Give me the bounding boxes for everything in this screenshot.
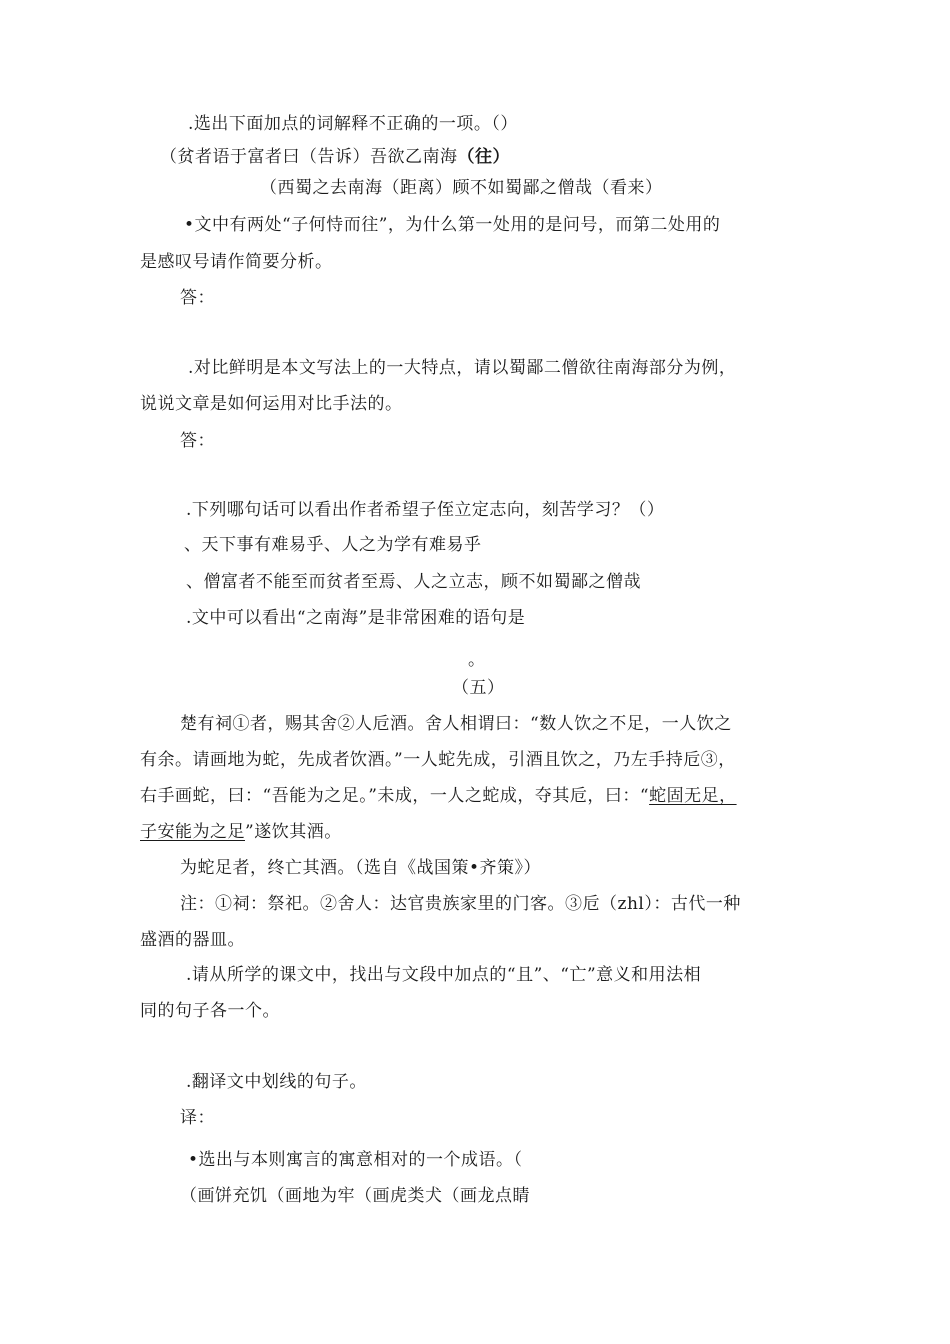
section-heading: （五） <box>452 678 505 698</box>
passage-line3-text: 右手画蛇，曰：“吾能为之足。”未成，一人之蛇成，夺其卮，曰：“ <box>140 786 650 806</box>
q5: .文中可以看出“之南海”是非常困难的语句是 <box>186 608 526 628</box>
passage-line2: 有余。请画地为蛇，先成者饮酒。”一人蛇先成，引酒且饮之，乃左手持卮③， <box>140 750 736 770</box>
underlined-sentence-part2: 子安能为之足 <box>140 822 245 842</box>
passage-line3 <box>140 784 737 808</box>
q2-line1: •文中有两处“子何恃而往”，为什么第一处用的是问号，而第二处用的 <box>184 215 721 235</box>
note-line1: 注：①祠：祭祀。②舍人：达官贵族家里的门客。③卮（zhl）：古代一种 <box>180 894 741 914</box>
q6-line1: .请从所学的课文中，找出与文段中加点的“且”、“亡”意义和用法相 <box>186 965 702 985</box>
q1-option-a-text: （贫者语于富者曰（告诉）吾欲乙南海 <box>160 147 458 167</box>
translation-label: 译： <box>180 1108 215 1128</box>
q6-line2: 同的句子各一个。 <box>140 1001 280 1021</box>
q4-option-a: 、天下事有难易乎、人之为学有难易乎 <box>184 535 482 555</box>
answer-label-1: 答： <box>180 288 215 308</box>
q1-option-a <box>160 145 510 169</box>
q1: .选出下面加点的词解释不正确的一项。（） <box>188 114 518 134</box>
q8-options: （画饼充饥（画地为牢（画虎类犬（画龙点睛 <box>180 1186 530 1206</box>
q5-end: 。 <box>468 650 486 670</box>
q3-line1: .对比鲜明是本文写法上的一大特点，请以蜀鄙二僧欲往南海部分为例， <box>188 358 737 378</box>
underlined-sentence-part1: 蛇固无足， <box>649 786 737 806</box>
q4: .下列哪句话可以看出作者希望子侄立定志向，刻苦学习？（） <box>186 500 665 520</box>
q2-line2: 是感叹号请作简要分析。 <box>140 252 333 272</box>
q4-option-b: 、僧富者不能至而贫者至焉、人之立志，顾不如蜀鄙之僧哉 <box>186 572 641 592</box>
q1-option-a-bold: （往） <box>457 147 510 167</box>
passage-line4 <box>140 820 342 844</box>
q1-option-b: （西蜀之去南海（距离）顾不如蜀鄙之僧哉（看来） <box>260 178 663 198</box>
q3-line2: 说说文章是如何运用对比手法的。 <box>140 394 403 414</box>
q8: •选出与本则寓言的寓意相对的一个成语。（ <box>188 1150 523 1170</box>
answer-label-2: 答： <box>180 431 215 451</box>
passage-line4-text: ”遂饮其酒。 <box>245 822 342 842</box>
passage-line1: 楚有祠①者，赐其舍②人卮酒。舍人相谓曰：“数人饮之不足，一人饮之 <box>180 714 732 734</box>
note-line2: 盛酒的器皿。 <box>140 930 245 950</box>
passage-line5: 为蛇足者，终亡其酒。（选自《战国策•齐策》） <box>180 858 542 878</box>
q7: .翻译文中划线的句子。 <box>186 1072 367 1092</box>
